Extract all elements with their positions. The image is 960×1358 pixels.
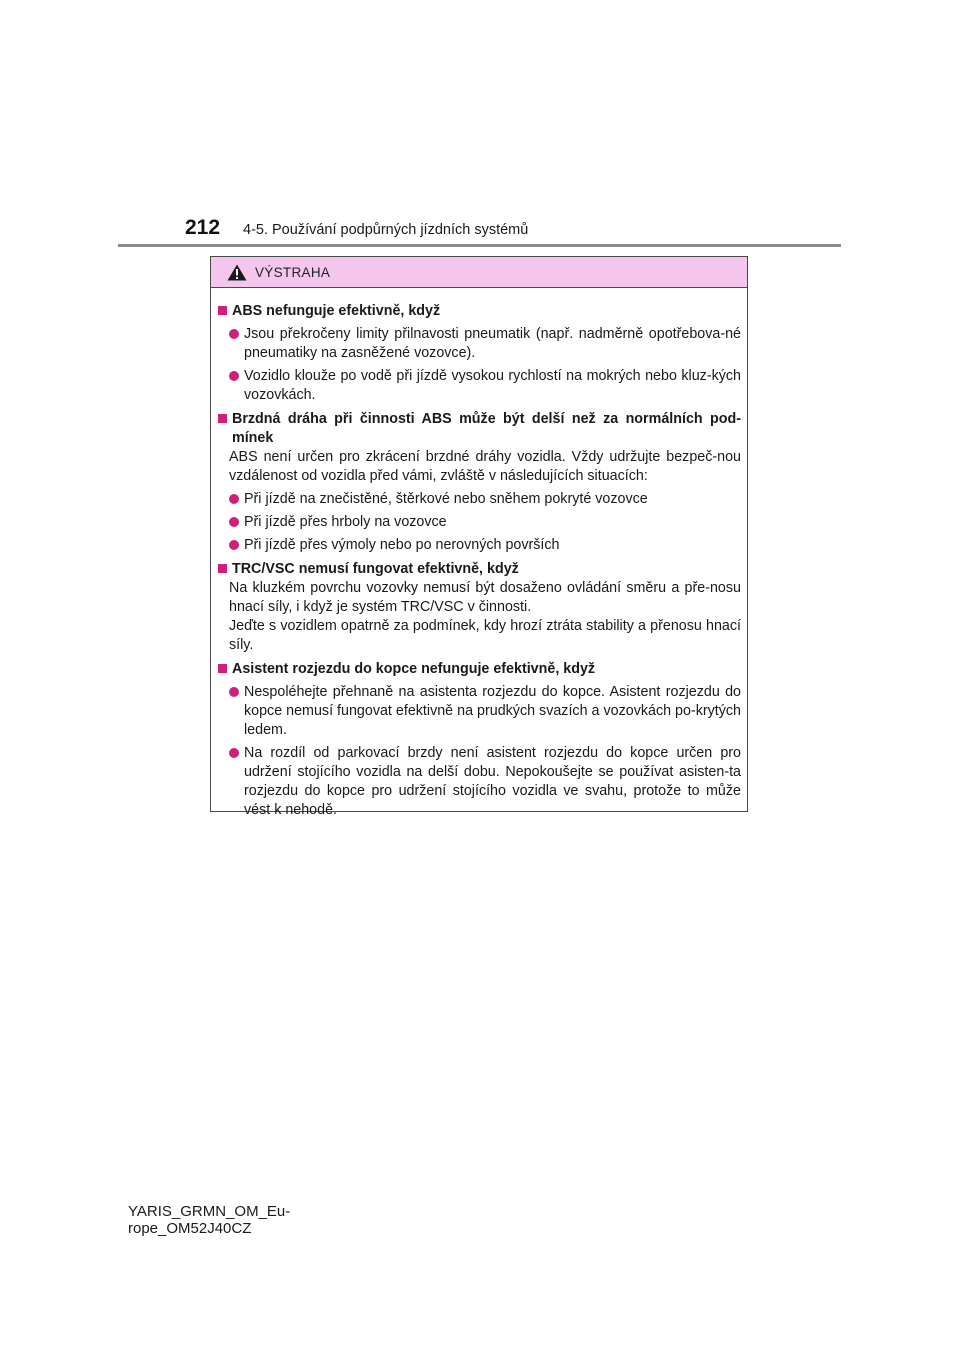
item-heading: ABS nefunguje efektivně, když: [218, 302, 741, 321]
circle-bullet-icon: [229, 329, 239, 339]
warning-body: [211, 288, 747, 820]
warning-item: [218, 410, 741, 555]
document-footer: [128, 1203, 290, 1237]
warning-item: [218, 560, 741, 655]
list-item: Na rozdíl od parkovací brzdy není asistent rozjezdu do kopce určen pro udržení stojícího vozidla na delší dobu. Nepokoušejte se používat asisten-ta rozjezdu do kopce pro udržení stojícího vozidla ve svahu, protože to může vést k nehodě.: [229, 744, 741, 820]
list-item: Jsou překročeny limity přilnavosti pneumatik (např. nadměrně opotřebova-né pneumatiky na zasněžené vozovce).: [229, 325, 741, 363]
list-item: Nespoléhejte přehnaně na asistenta rozjezdu do kopce. Asistent rozjezdu do kopce nemusí fungovat efektivně na prudkých svazích a vozovkách po-krytých ledem.: [229, 683, 741, 740]
circle-bullet-icon: [229, 748, 239, 758]
list-item: Při jízdě na znečistěné, štěrkové nebo sněhem pokryté vozovce: [229, 490, 741, 509]
circle-bullet-icon: [229, 517, 239, 527]
square-bullet-icon: [218, 306, 227, 315]
circle-bullet-icon: [229, 494, 239, 504]
warning-item: [218, 660, 741, 820]
section-title: 4-5. Používání podpůrných jízdních systémů: [243, 222, 529, 238]
list-item: Při jízdě přes výmoly nebo po nerovných površích: [229, 536, 741, 555]
warning-box: [210, 256, 748, 818]
warning-header: [211, 257, 747, 288]
item-heading: Brzdná dráha při činnosti ABS může být delší než za normálních pod-mínek: [218, 410, 741, 448]
header-divider: [118, 244, 841, 247]
item-heading: Asistent rozjezdu do kopce nefunguje efektivně, když: [218, 660, 741, 679]
page-number: 212: [185, 216, 221, 239]
item-text: Na kluzkém povrchu vozovky nemusí být dosaženo ovládání směru a pře-nosu hnací síly, i když je systém TRC/VSC v činnosti.: [229, 580, 741, 615]
item-text: Jeďte s vozidlem opatrně za podmínek, kdy hrozí ztráta stability a přenosu hnací síly.: [229, 618, 741, 653]
item-heading: TRC/VSC nemusí fungovat efektivně, když: [218, 560, 741, 579]
square-bullet-icon: [218, 664, 227, 673]
list-item: Při jízdě přes hrboly na vozovce: [229, 513, 741, 532]
square-bullet-icon: [218, 564, 227, 573]
warning-triangle-icon: [227, 264, 247, 281]
item-text: ABS není určen pro zkrácení brzdné dráhy vozidla. Vždy udržujte bezpeč-nou vzdálenost od vozidla před vámi, zvláště v následujících situacích:: [229, 449, 741, 484]
list-item: Vozidlo klouže po vodě při jízdě vysokou rychlostí na mokrých nebo kluz-kých vozovkách.: [229, 367, 741, 405]
warning-title: VÝSTRAHA: [255, 264, 331, 280]
circle-bullet-icon: [229, 687, 239, 697]
warning-item: [218, 302, 741, 405]
footer-line: YARIS_GRMN_OM_Eu-: [128, 1203, 291, 1220]
square-bullet-icon: [218, 414, 227, 423]
circle-bullet-icon: [229, 540, 239, 550]
footer-line: rope_OM52J40CZ: [128, 1220, 252, 1237]
circle-bullet-icon: [229, 371, 239, 381]
